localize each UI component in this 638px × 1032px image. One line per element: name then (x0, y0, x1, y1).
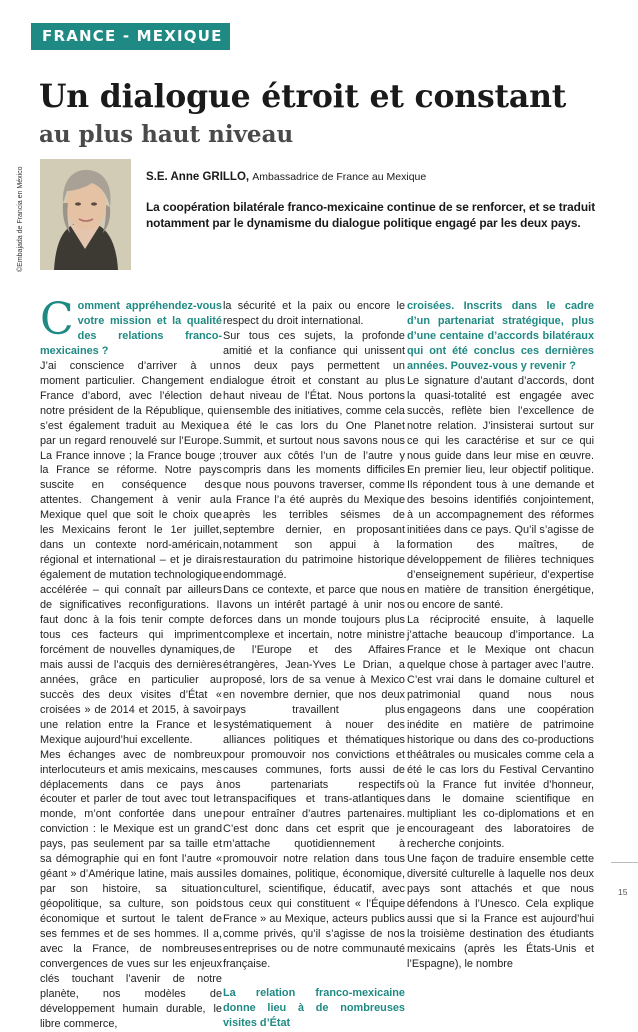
page-number: 15 (618, 887, 628, 897)
answer-paragraph: Sur tous ces sujets, la profonde amitié et la confiance qui unissent nos deux pays permettent un dialogue étroit et constant au plus haut niveau de l’État. Nous portons ensemble des initiatives, comme cela a été le cas lors du One Planet Summit, et surtout nous savons nous trouver aux côtés l’un de l’autre y compris dans les moments difficiles que nous pouvons traverser, comme la France l’a été auprès du Mexique après les terribles séismes de septembre dernier, en proposant notamment son appui à la restauration du patrimoine historique endommagé. (223, 329, 405, 582)
author-portrait (40, 159, 131, 270)
article-column-2 (223, 299, 405, 1031)
answer-paragraph: La réciprocité ensuite, à laquelle j’attache beaucoup d’importance. La France et le Mexique ont chacun quelque chose à partager avec l’autre. C’est vrai dans le domaine culturel et patrimonial quand nous nous engageons dans une coopération inédite en matière de patrimoine historique ou dans des co-productions théâtrales ou musicales comme cela a été le cas lors du Festival Cervantino où la France fut invitée d’honneur, dans le domaine scientifique en multipliant les co-diplomations et en encourageant des laboratoires de recherche conjoints. (407, 614, 594, 851)
answer-paragraph: Le signature d’autant d’accords, dont la quasi-totalité est engagée avec succès, reflète bien l’excellence de notre relation. J’insisterai surtout sur ce qui les caractérise et sur ce qui nous guide dans leur mise en œuvre. En premier lieu, leur objectif politique. Ils répondent tous à une demande et des besoins identifiés conjointement, à un accompagnement des réformes initiées dans ce pays. Qu’il s’agisse de formation des maîtres, de développement de filières techniques d’enseignement supérieur, d’expertise en matière de transition énergétique, ou encore de santé. (407, 374, 594, 612)
interview-question: omment appréhendez-vous votre mission et la qualité des relations franco-mexicaines ? (40, 300, 222, 357)
drop-cap: C (40, 294, 74, 345)
answer-paragraph: Mes échanges avec de nombreux interlocuteurs et amis mexicains, mes déplacements dans ce pays à écouter et parler de tout avec tout le monde, m’ont confortée dans une conviction : le Mexique est un grand pays, pas seulement par sa taille et sa démographie qui en font l’autre « géant » d’Amérique latine, mais aussi par son histoire, sa situation géopolitique, sa culture, son poids économique et surtout le talent de ses femmes et de ses hommes. Il a, avec la France, de nombreuses convergences de vues sur les enjeux clés touchant l’avenir de notre planète, nos modèles de développement humain durable, le libre commerce, (40, 748, 222, 1030)
article-column-3 (407, 299, 594, 972)
footer-rule (611, 862, 638, 863)
interview-question: La relation franco-mexicaine donne lieu à de nombreuses visites d’État (223, 986, 405, 1029)
answer-paragraph: Dans ce contexte, et parce que nous avons un intérêt partagé à unir nos forces dans un monde toujours plus complexe et incertain, notre ministre de l’Europe et des Affaires étrangères, Jean-Yves Le Drian, a proposé, lors de sa venue à Mexico en novembre dernier, que nos deux pays travaillent plus systématiquement à nouer des alliances politiques et thématiques pour promouvoir nos convictions et causes communes, forts aussi de nos partenariats respectifs transpacifiques et trans-atlantiques pour entraîner d’autres partenaires. C’est donc dans cet esprit que je m’attache quotidiennement à promouvoir notre relation dans tous les domaines, politique, économique, culturel, scientifique, éducatif, avec tous ceux qui constituent « l’Équipe France » au Mexique, acteurs publics comme privés, qu’il s’agisse de nos entreprises ou de notre communauté française. (223, 584, 405, 970)
article-subtitle: au plus haut niveau (39, 121, 294, 148)
answer-paragraph: J’ai conscience d’arriver à un moment particulier. Changement en France d’abord, avec l’élection de notre président de la République, qui s’est également traduit au Mexique par un regard renouvelé sur l’Europe. La France innove ; la France bouge ; la France se réforme. Notre pays suscite en conséquence des attentes. Changement à venir au Mexique quel que soit le choix que les Mexicains feront le 1er juillet, dans un contexte nord-américain, régional et international – et je dirais également de mutation technologique accélérée – qui connaît par ailleurs de significatives reconfigurations. Il faut donc à la fois tenir compte de tous ces facteurs qui impriment forcément de nouvelles dynamiques, mais aussi de l’acquis des dernières années, grâce en particulier au succès des deux visites d’État « croisées » de 2014 et 2015, à savoir une relation entre la France et le Mexique aujourd’hui excellente. (40, 359, 222, 746)
interview-question: croisées. Inscrits dans le cadre d’un partenariat stratégique, plus d’une centaine d’accords bilatéraux qui ont été conclus ces dernières années. Pouvez-vous y revenir ? (407, 300, 594, 372)
photo-credit: ©Embajada de Francia en México (17, 166, 24, 272)
article-title: Un dialogue étroit et constant (39, 78, 567, 115)
author-role: Ambassadrice de France au Mexique (252, 171, 427, 183)
lead-paragraph: La coopération bilatérale franco-mexicaine continue de se renforcer, et se traduit notamment par le dynamisme du dialogue politique engagé par les deux pays. (146, 200, 596, 230)
author-name: S.E. Anne GRILLO, (146, 171, 250, 183)
answer-paragraph: la sécurité et la paix ou encore le respect du droit international. (223, 300, 405, 327)
article-column-1 (40, 294, 222, 1032)
author-line (146, 171, 426, 183)
section-tag: FRANCE - MEXIQUE (31, 23, 230, 50)
answer-paragraph: Une façon de traduire ensemble cette diversité culturelle à laquelle nos deux pays sont attachés et que nous défendons à l’Unesco. Cela explique aussi que si la France est aujourd’hui la troisième destination des étudiants mexicains (après les États-Unis et l’Espagne), le nombre (407, 853, 594, 970)
spacer (223, 972, 405, 986)
